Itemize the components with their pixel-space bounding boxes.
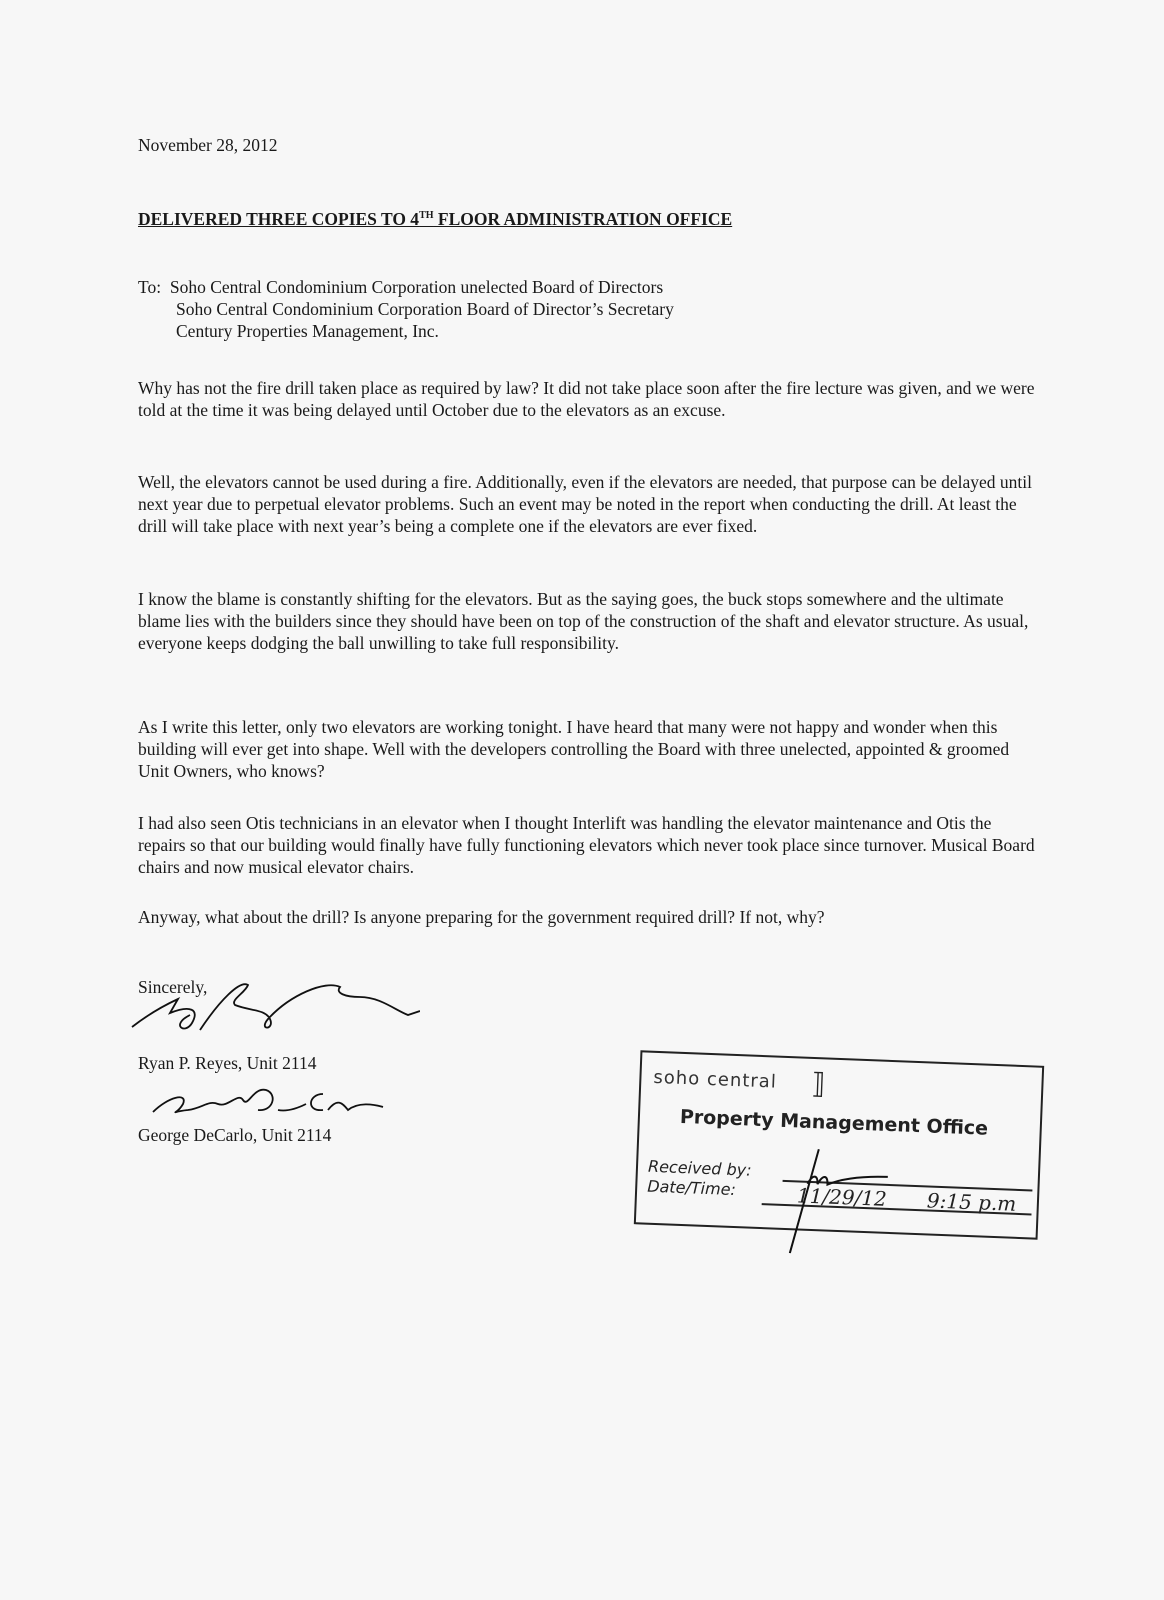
signature-ryan-reyes xyxy=(130,975,420,1045)
stamp-office-title: Property Management Office xyxy=(679,1105,989,1140)
handwritten-date: 11/29/12 xyxy=(796,1183,888,1211)
signatory-name: Ryan P. Reyes, Unit 2114 xyxy=(138,1053,317,1073)
closing: Sincerely, xyxy=(138,977,208,997)
body-paragraph: I know the blame is constantly shifting for the elevators. But as the saying goes, the buck stops somewhere and the ultimate blame lies with the builders since they should have been on top of the construction of the shaft and elevator structure. As usual, everyone keeps dodging the ball unwilling to take full responsibility. xyxy=(138,589,1029,653)
recipients-block xyxy=(138,276,674,342)
recipient: Century Properties Management, Inc. xyxy=(176,321,439,341)
body-paragraph: As I write this letter, only two elevators are working tonight. I have heard that many were not happy and wonder when this building will ever get into shape. Well with the developers controlling the Board with three unelected, appointed & groomed Unit Owners, who knows? xyxy=(138,717,1010,781)
body-paragraph: Why has not the fire drill taken place as required by law? It did not take place soon after the fire lecture was given, and we were told at the time it was being delayed until October due to the elevators as an excuse. xyxy=(138,378,1035,420)
receiver-initials-signature xyxy=(785,1143,929,1258)
recipient: Soho Central Condominium Corporation Board of Director’s Secretary xyxy=(176,299,674,319)
delivery-heading xyxy=(138,205,732,230)
letter-date: November 28, 2012 xyxy=(138,135,278,155)
heading-prefix: DELIVERED THREE COPIES TO 4 xyxy=(138,208,420,229)
received-stamp xyxy=(634,1050,1044,1239)
to-label: To: xyxy=(138,277,162,297)
heading-superscript: TH xyxy=(419,210,434,221)
body-paragraph: Anyway, what about the drill? Is anyone preparing for the government required drill? If not, why? xyxy=(138,907,825,927)
received-by-label: Received by: xyxy=(647,1156,752,1180)
signature-george-decarlo xyxy=(148,1082,388,1122)
stamp-brand: soho central xyxy=(653,1066,778,1093)
date-time-label: Date/Time: xyxy=(646,1176,737,1200)
handwritten-time: 9:15 p.m xyxy=(926,1188,1017,1216)
body-paragraph: I had also seen Otis technicians in an elevator when I thought Interlift was handling the elevator maintenance and Otis the repairs so that our building would finally have fully functioning elevators which never took place since turnover. Musical Board chairs and now musical elevator chairs. xyxy=(138,813,1035,877)
bracket-logo-icon: ⟧ xyxy=(810,1066,826,1101)
body-paragraph: Well, the elevators cannot be used during a fire. Additionally, even if the elevators are needed, that purpose can be delayed until next year due to perpetual elevator problems. Such an event may be noted in the report when conducting the drill. At least the drill will take place with next year’s being a complete one if the elevators are ever fixed. xyxy=(138,472,1033,536)
heading-suffix: FLOOR ADMINISTRATION OFFICE xyxy=(433,208,733,229)
signatory-name: George DeCarlo, Unit 2114 xyxy=(138,1125,332,1145)
recipient: Soho Central Condominium Corporation unelected Board of Directors xyxy=(169,277,664,297)
